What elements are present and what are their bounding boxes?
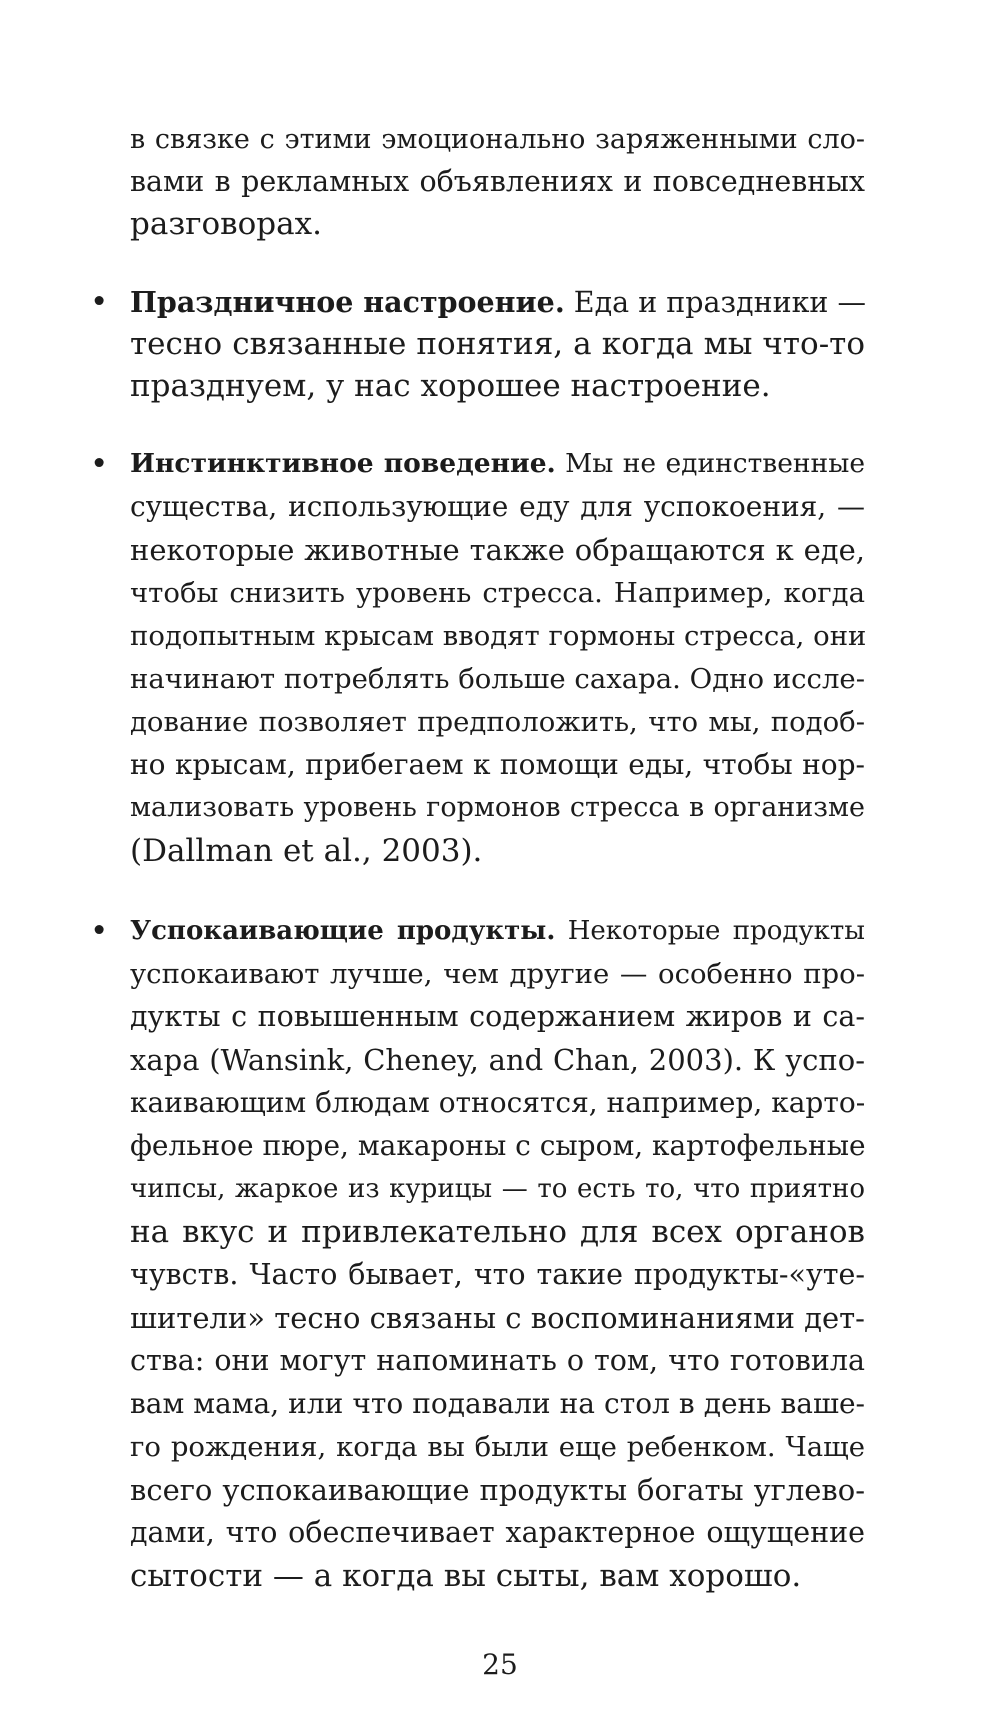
intro-line: вами в рекламных объявлениях и повседневных bbox=[130, 165, 865, 198]
bullet-1-term: Праздничное настроение. bbox=[130, 285, 565, 319]
intro-line: в связке с этими эмоционально заряженными сло- bbox=[130, 124, 865, 155]
bullet-3-line: Успокаивающие продукты. Некоторые продукты bbox=[130, 916, 865, 946]
bullet-marker: • bbox=[90, 284, 109, 320]
intro-line: разговорах. bbox=[130, 206, 322, 242]
bullet-1-line: тесно связанные понятия, а когда мы что-то bbox=[130, 326, 865, 362]
bullet-2-line: Инстинктивное поведение. Мы не единственные bbox=[130, 448, 865, 479]
bullet-2-line: подопытным крысам вводят гормоны стресса, они bbox=[130, 620, 867, 652]
bullet-3-line: на вкус и привлекательно для всех органов bbox=[130, 1214, 865, 1250]
bullet-3-line: хара (Wansink, Cheney, and Chan, 2003). К успо- bbox=[130, 1043, 865, 1077]
bullet-3-line: чипсы, жаркое из курицы — то есть то, что приятно bbox=[130, 1174, 865, 1204]
bullet-2-line: существа, использующие еду для успокоения, — bbox=[130, 490, 865, 523]
bullet-3-line: шители» тесно связаны с воспоминаниями дет- bbox=[130, 1301, 865, 1335]
bullet-1-line: празднуем, у нас хорошее настроение. bbox=[130, 368, 771, 404]
bullet-3-line: дукты с повышенным содержанием жиров и са- bbox=[130, 1000, 865, 1033]
bullet-3-line: каивающим блюдам относятся, например, карто- bbox=[130, 1086, 866, 1119]
bullet-marker: • bbox=[90, 446, 109, 482]
bullet-2-line: но крысам, прибегаем к помощи еды, чтобы нор- bbox=[130, 748, 865, 781]
bullet-3-line: вам мама, или что подавали на стол в день ваше- bbox=[130, 1387, 865, 1420]
bullet-2-line: начинают потреблять больше сахара. Одно иссле- bbox=[130, 663, 865, 695]
bullet-3-line: сытости — а когда вы сыты, вам хорошо. bbox=[130, 1558, 802, 1594]
bullet-3-line: го рождения, когда вы были еще ребенком. Чаще bbox=[130, 1431, 865, 1463]
bullet-3-line: фельное пюре, макароны с сыром, картофельные bbox=[130, 1129, 866, 1162]
bullet-3-line: чувств. Часто бывает, что такие продукты-«уте- bbox=[130, 1258, 865, 1291]
bullet-2-line: (Dallman et al., 2003). bbox=[130, 833, 483, 869]
bullet-marker: • bbox=[90, 913, 109, 949]
bullet-1-line: Праздничное настроение. Еда и праздники — bbox=[130, 285, 866, 319]
bullet-3-term: Успокаивающие продукты. bbox=[130, 916, 556, 946]
page-number: 25 bbox=[482, 1648, 518, 1681]
bullet-3-line: дами, что обеспечивает характерное ощущение bbox=[130, 1516, 865, 1549]
bullet-2-line: дование позволяет предположить, что мы, подоб- bbox=[130, 706, 865, 738]
bullet-2-term: Инстинктивное поведение. bbox=[130, 448, 556, 479]
bullet-2-line: некоторые животные также обращаются к еде, bbox=[130, 533, 865, 567]
bullet-2-line: чтобы снизить уровень стресса. Например, когда bbox=[130, 577, 865, 609]
bullet-3-line: ства: они могут напоминать о том, что готовила bbox=[130, 1344, 865, 1377]
bullet-3-line: всего успокаивающие продукты богаты углево- bbox=[130, 1473, 865, 1507]
bullet-2-line: мализовать уровень гормонов стресса в организме bbox=[130, 792, 865, 823]
bullet-3-line: успокаивают лучше, чем другие — особенно про- bbox=[130, 958, 865, 990]
